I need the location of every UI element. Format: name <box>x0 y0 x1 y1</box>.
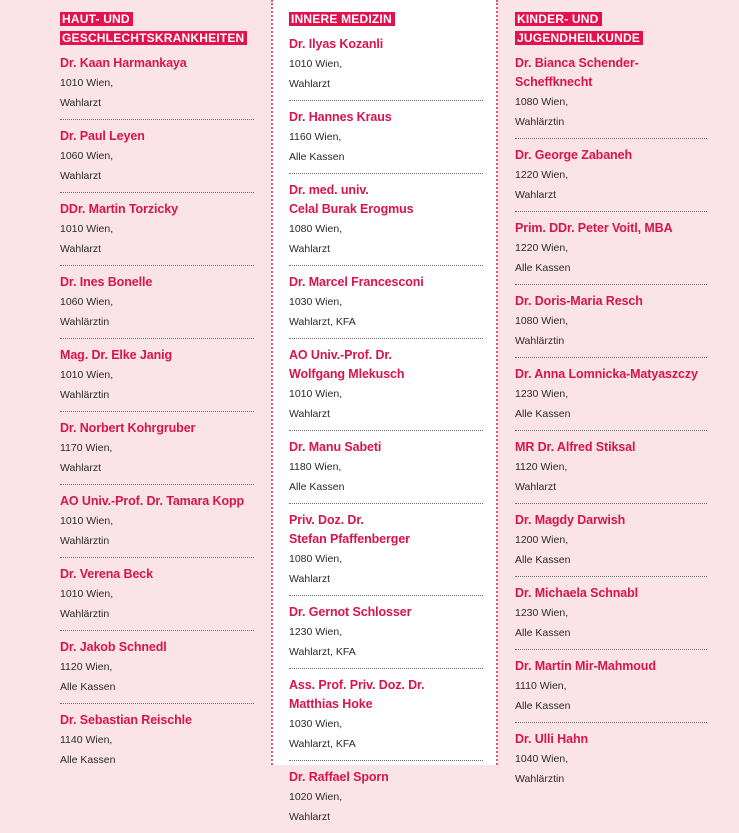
doctor-name: Dr. Marcel Francesconi <box>289 275 424 289</box>
doctor-insurance: Wahlärztin <box>515 116 565 128</box>
category-heading <box>60 10 271 48</box>
doctor-location: 1030 Wien, <box>289 296 343 308</box>
doctor-entry <box>289 346 483 431</box>
doctor-insurance: Wahlärztin <box>515 773 565 785</box>
doctor-entry <box>60 711 254 776</box>
doctor-entry <box>289 181 483 266</box>
column-innere-medizin <box>271 0 498 823</box>
doctor-entry <box>515 146 707 212</box>
doctor-entry <box>289 676 483 761</box>
doctor-insurance: Wahlarzt, KFA <box>289 316 356 328</box>
doctor-location: 1080 Wien, <box>515 96 569 108</box>
doctor-location: 1220 Wien, <box>515 169 569 181</box>
doctor-name: Dr. Ines Bonelle <box>60 275 153 289</box>
doctor-entry <box>60 127 254 193</box>
doctor-entry <box>515 365 707 431</box>
doctor-location: 1200 Wien, <box>515 534 569 546</box>
doctor-insurance: Wahlarzt <box>60 170 102 182</box>
doctor-entry <box>289 438 483 504</box>
doctor-name: Dr. Raffael Sporn <box>289 770 389 784</box>
doctor-entry <box>60 346 254 412</box>
doctor-entry <box>60 492 254 558</box>
doctor-entry <box>515 54 707 139</box>
doctor-name: Dr. Verena Beck <box>60 567 154 581</box>
doctor-location: 1080 Wien, <box>289 223 343 235</box>
doctor-name: Dr. Kaan Harmankaya <box>60 56 187 70</box>
doctor-name: Dr. Bianca Schender-Scheffknecht <box>515 56 639 89</box>
doctor-name: Dr. Gernot Schlosser <box>289 605 412 619</box>
doctor-insurance: Alle Kassen <box>515 554 571 566</box>
doctor-insurance: Alle Kassen <box>515 627 571 639</box>
category-heading-line: INNERE MEDIZIN <box>289 12 395 26</box>
doctor-insurance: Wahlarzt <box>60 243 102 255</box>
doctor-location: 1060 Wien, <box>60 296 114 308</box>
doctor-entry <box>515 438 707 504</box>
doctor-entry <box>289 273 483 339</box>
doctor-name: Wolfgang Mlekusch <box>289 367 405 381</box>
doctor-location: 1120 Wien, <box>515 461 568 473</box>
doctor-location: 1010 Wien, <box>60 369 114 381</box>
doctor-name: Dr. Manu Sabeti <box>289 440 382 454</box>
category-heading-line: JUGENDHEILKUNDE <box>515 31 643 45</box>
doctor-insurance: Wahlärztin <box>60 389 110 401</box>
doctor-name: Dr. Paul Leyen <box>60 129 145 143</box>
doctor-entry <box>60 54 254 120</box>
doctor-location: 1010 Wien, <box>60 515 114 527</box>
doctor-name: Dr. Michaela Schnabl <box>515 586 639 600</box>
doctor-entry <box>60 273 254 339</box>
doctor-name: Dr. Ulli Hahn <box>515 732 589 746</box>
doctor-entry <box>289 108 483 174</box>
doctor-location: 1170 Wien, <box>60 442 113 454</box>
doctor-insurance: Alle Kassen <box>289 151 345 163</box>
doctor-entry <box>289 603 483 669</box>
category-heading-line: GESCHLECHTSKRANKHEITEN <box>60 31 247 45</box>
category-heading-line: KINDER- UND <box>515 12 602 26</box>
doctor-location: 1010 Wien, <box>289 388 343 400</box>
doctor-location: 1140 Wien, <box>60 734 113 746</box>
doctor-name: DDr. Martin Torzicky <box>60 202 178 216</box>
doctor-location: 1080 Wien, <box>289 553 343 565</box>
doctor-insurance: Alle Kassen <box>515 700 571 712</box>
doctor-insurance: Wahlarzt <box>289 78 331 90</box>
doctor-entry <box>289 511 483 596</box>
doctor-name: Dr. Sebastian Reischle <box>60 713 192 727</box>
doctor-insurance: Alle Kassen <box>60 681 116 693</box>
doctor-entry <box>289 35 483 101</box>
doctor-name: Stefan Pfaffenberger <box>289 532 410 546</box>
doctor-location: 1060 Wien, <box>60 150 114 162</box>
column-kinder-jugendheilkunde <box>498 0 739 785</box>
doctor-name: Prim. DDr. Peter Voitl, MBA <box>515 221 673 235</box>
doctor-name: Celal Burak Erogmus <box>289 202 414 216</box>
doctor-insurance: Wahlarzt, KFA <box>289 646 356 658</box>
doctor-entry <box>60 565 254 631</box>
doctor-location: 1020 Wien, <box>289 791 343 803</box>
doctor-entry <box>515 511 707 577</box>
doctor-name: Dr. Doris-Maria Resch <box>515 294 643 308</box>
doctor-location: 1230 Wien, <box>515 388 569 400</box>
doctor-name: Matthias Hoke <box>289 697 373 711</box>
doctor-location: 1120 Wien, <box>60 661 113 673</box>
doctor-insurance: Wahlärztin <box>60 316 110 328</box>
doctor-location: 1230 Wien, <box>515 607 569 619</box>
column-haut-geschlechtskrankheiten <box>0 0 271 765</box>
doctor-insurance: Wahlarzt <box>60 97 102 109</box>
doctor-insurance: Wahlarzt <box>289 811 331 823</box>
doctor-location: 1220 Wien, <box>515 242 569 254</box>
doctor-location: 1010 Wien, <box>60 77 114 89</box>
doctor-name: Ass. Prof. Priv. Doz. Dr. <box>289 678 425 692</box>
doctor-name: Dr. Norbert Kohrgruber <box>60 421 196 435</box>
doctor-insurance: Wahlarzt <box>60 462 102 474</box>
doctor-location: 1160 Wien, <box>289 131 342 143</box>
doctor-name: Dr. Hannes Kraus <box>289 110 392 124</box>
doctor-location: 1230 Wien, <box>289 626 343 638</box>
doctor-location: 1010 Wien, <box>60 588 114 600</box>
doctor-insurance: Wahlarzt <box>515 481 557 493</box>
doctor-insurance: Wahlärztin <box>60 535 110 547</box>
doctor-name: Dr. Martin Mir-Mahmoud <box>515 659 656 673</box>
doctor-name: Dr. Jakob Schnedl <box>60 640 167 654</box>
doctor-location: 1080 Wien, <box>515 315 569 327</box>
doctor-insurance: Wahlarzt <box>289 243 331 255</box>
doctor-entry <box>515 657 707 723</box>
doctor-location: 1030 Wien, <box>289 718 343 730</box>
doctor-entry <box>515 730 707 795</box>
doctor-insurance: Alle Kassen <box>515 408 571 420</box>
doctor-name: MR Dr. Alfred Stiksal <box>515 440 636 454</box>
doctor-name: Priv. Doz. Dr. <box>289 513 364 527</box>
doctor-location: 1010 Wien, <box>60 223 114 235</box>
doctor-name: Dr. George Zabaneh <box>515 148 632 162</box>
doctor-name: Mag. Dr. Elke Janig <box>60 348 173 362</box>
doctor-name: AO Univ.-Prof. Dr. Tamara Kopp <box>60 494 245 508</box>
category-heading-line: HAUT- UND <box>60 12 133 26</box>
doctor-name: Dr. med. univ. <box>289 183 369 197</box>
doctor-insurance: Alle Kassen <box>515 262 571 274</box>
doctor-entry <box>515 584 707 650</box>
doctor-insurance: Wahlärztin <box>60 608 110 620</box>
doctor-name: Dr. Anna Lomnicka-Matyaszczy <box>515 367 698 381</box>
doctor-entry <box>289 768 483 833</box>
doctor-insurance: Alle Kassen <box>60 754 116 766</box>
doctor-insurance: Wahlarzt <box>289 408 331 420</box>
doctor-location: 1010 Wien, <box>289 58 343 70</box>
category-heading <box>289 10 496 29</box>
doctor-entry <box>60 638 254 704</box>
doctor-insurance: Wahlarzt <box>515 189 557 201</box>
doctor-entry <box>515 292 707 358</box>
doctor-insurance: Alle Kassen <box>289 481 345 493</box>
doctor-location: 1040 Wien, <box>515 753 569 765</box>
doctor-insurance: Wahlarzt, KFA <box>289 738 356 750</box>
doctor-location: 1110 Wien, <box>515 680 567 692</box>
doctor-name: Dr. Magdy Darwish <box>515 513 626 527</box>
doctor-insurance: Wahlarzt <box>289 573 331 585</box>
doctor-entry <box>515 219 707 285</box>
doctor-entry <box>60 200 254 266</box>
doctor-name: AO Univ.-Prof. Dr. <box>289 348 392 362</box>
doctor-location: 1180 Wien, <box>289 461 342 473</box>
doctor-insurance: Wahlärztin <box>515 335 565 347</box>
doctor-entry <box>60 419 254 485</box>
doctor-name: Dr. Ilyas Kozanli <box>289 37 384 51</box>
category-heading <box>515 10 739 48</box>
